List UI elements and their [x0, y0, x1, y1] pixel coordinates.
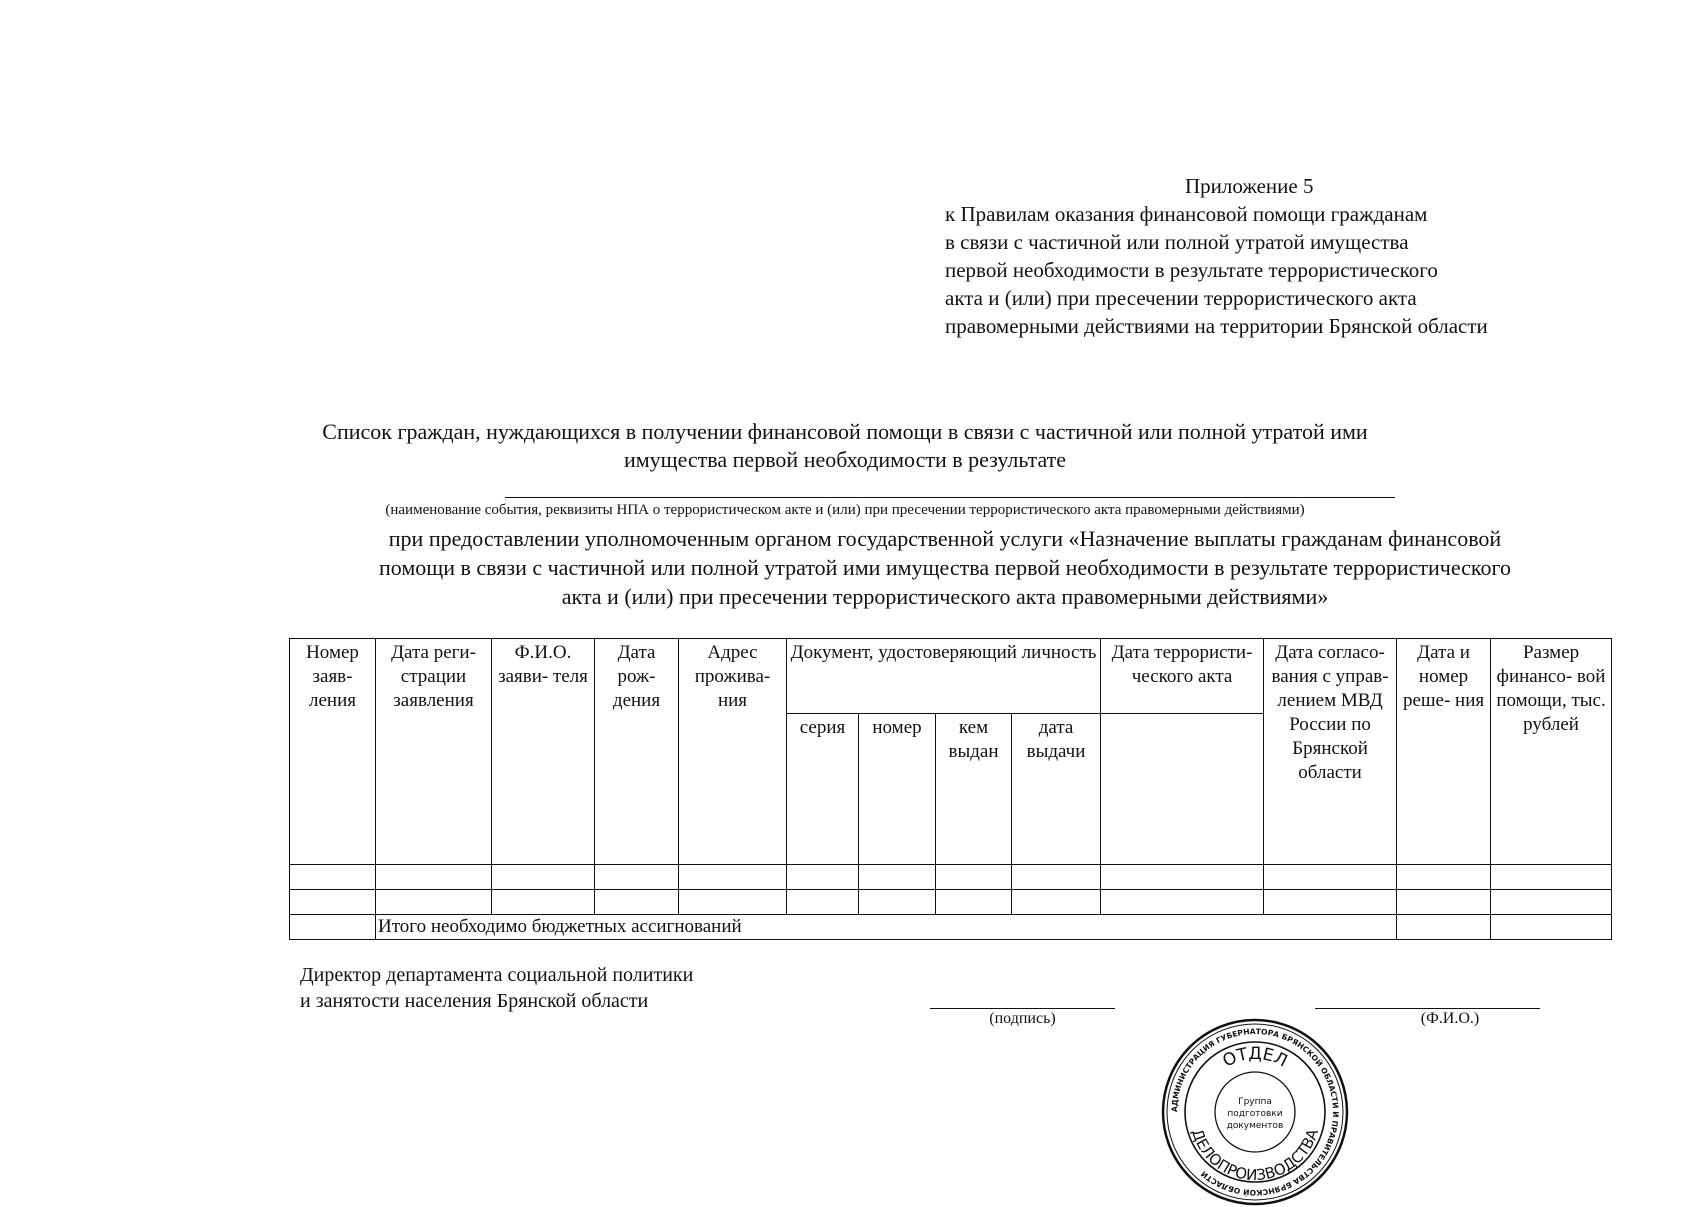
table-cell	[1264, 890, 1397, 915]
header-id-issued-by: кем выдан	[936, 714, 1012, 865]
signature-line	[930, 1008, 1115, 1009]
service-line: при предоставлении уполномоченным органом государственной услуги «Назначение выплаты гражданам финансовой	[388, 526, 1502, 551]
title-line: имущества первой необходимости в результате	[623, 447, 1067, 472]
official-stamp	[1160, 1017, 1350, 1207]
table-cell	[290, 915, 376, 940]
table-cell	[1397, 890, 1491, 915]
table-cell	[376, 865, 492, 890]
stamp-outer-text: АДМИНИСТРАЦИЯ ГУБЕРНАТОРА БРЯНСКОЙ ОБЛАСТИ И ПРАВИТЕЛЬСТВА БРЯНСКОЙ ОБЛАСТИ	[1169, 1026, 1341, 1198]
table-cell	[1012, 865, 1101, 890]
director-line: Директор департамента социальной политики	[300, 964, 694, 986]
event-blank-line	[505, 497, 1395, 498]
appendix-title: Приложение 5	[1185, 174, 1314, 198]
signature-caption: (подпись)	[989, 1010, 1056, 1027]
table-cell	[936, 865, 1012, 890]
name-line	[1315, 1008, 1540, 1009]
table-row	[290, 890, 1612, 915]
table-cell	[290, 890, 376, 915]
header-fio: Ф.И.О. заяви- теля	[492, 639, 595, 865]
stamp-top-word: ОТДЕЛ	[1219, 1043, 1291, 1072]
service-line: помощи в связи с частичной или полной утратой ими имущества первой необходимости в результате террористического	[379, 555, 1511, 580]
header-id-document: Документ, удостоверяющий личность	[787, 639, 1101, 714]
table-cell	[1397, 865, 1491, 890]
appendix-line: правомерными действиями на территории Брянской области	[945, 314, 1488, 338]
table-cell	[1101, 890, 1264, 915]
stamp-center-line: Группа	[1238, 1097, 1272, 1107]
header-reg-date: Дата реги- страции заявления	[376, 639, 492, 865]
table-cell	[1101, 865, 1264, 890]
citizens-table	[289, 638, 1612, 940]
service-line: акта и (или) при пресечении террористического акта правомерными действиями»	[561, 584, 1329, 609]
stamp-arc-word: ДЕЛОПРОИЗВОДСТВА	[1187, 1126, 1322, 1185]
table-cell	[859, 890, 936, 915]
header-amount: Размер финансо- вой помощи, тыс. рублей	[1491, 639, 1612, 865]
table-cell	[1491, 890, 1612, 915]
table-cell	[1397, 915, 1491, 940]
table-cell	[787, 865, 859, 890]
header-app-number: Номер заяв- ления	[290, 639, 376, 865]
table-cell	[1491, 865, 1612, 890]
director-line: и занятости населения Брянской области	[300, 990, 649, 1012]
blank-hint: (наименование события, реквизиты НПА о террористическом акте и (или) при пресечении террористического акта правомерными действиями)	[385, 502, 1305, 518]
table-cell	[595, 865, 679, 890]
header-id-number: номер	[859, 714, 936, 865]
header-id-series: серия	[787, 714, 859, 865]
table-cell	[859, 865, 936, 890]
table-cell	[492, 865, 595, 890]
header-approval-date: Дата согласо- вания с управ- лением МВД России по Брянской области	[1264, 639, 1397, 865]
table-cell	[376, 890, 492, 915]
appendix-block	[945, 172, 1645, 340]
title-line: Список граждан, нуждающихся в получении финансовой помощи в связи с частичной или полной утратой ими	[322, 419, 1368, 444]
table-cell	[1012, 890, 1101, 915]
document-title	[280, 418, 1410, 474]
table-cell	[936, 890, 1012, 915]
table-cell	[595, 890, 679, 915]
total-label: Итого необходимо бюджетных ассигнований	[376, 915, 1397, 940]
header-address: Адрес прожива- ния	[679, 639, 787, 865]
header-act-date-blank	[1101, 714, 1264, 865]
stamp-center-line: документов	[1226, 1121, 1284, 1131]
table-cell	[787, 890, 859, 915]
table-cell	[1491, 915, 1612, 940]
header-id-issue-date: дата выдачи	[1012, 714, 1101, 865]
appendix-line: в связи с частичной или полной утратой имущества	[945, 230, 1409, 254]
name-caption: (Ф.И.О.)	[1420, 1010, 1480, 1027]
director-position	[300, 962, 693, 1014]
appendix-line: акта и (или) при пресечении террористического акта	[945, 286, 1417, 310]
service-description	[280, 524, 1610, 611]
table-cell	[679, 890, 787, 915]
table-cell	[290, 865, 376, 890]
table-cell	[1264, 865, 1397, 890]
appendix-line: первой необходимости в результате террористического	[945, 258, 1438, 282]
table-cell	[679, 865, 787, 890]
table-header-row	[290, 639, 1612, 714]
header-decision: Дата и номер реше- ния	[1397, 639, 1491, 865]
table-cell	[492, 890, 595, 915]
stamp-center-line: подготовки	[1227, 1109, 1283, 1119]
table-total-row	[290, 915, 1612, 940]
appendix-line: к Правилам оказания финансовой помощи гражданам	[945, 202, 1428, 226]
header-act-date: Дата террористи- ческого акта	[1101, 639, 1264, 714]
table-row	[290, 865, 1612, 890]
header-birth-date: Дата рож- дения	[595, 639, 679, 865]
